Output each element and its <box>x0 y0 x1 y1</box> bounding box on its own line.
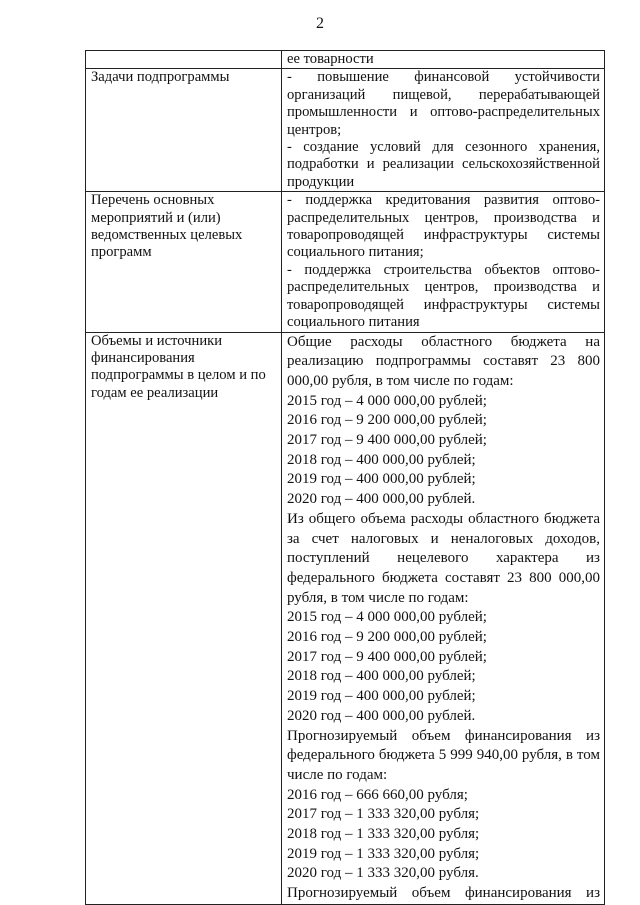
finance-years-2-item: 2016 год – 9 200 000,00 рублей; <box>287 629 487 646</box>
finance-years-1-item: 2016 год – 9 200 000,00 рублей; <box>287 412 487 429</box>
label-cell-measures <box>86 192 282 332</box>
finance-years-1-item: 2020 год – 400 000,00 рублей. <box>287 491 476 508</box>
tasks-label: Задачи подпрограммы <box>91 69 230 86</box>
tasks-item-1: - повышение финансовой устойчивости организаций пищевой, перерабатывающей промышленности и оптово-распределительных центров; <box>287 69 600 138</box>
finance-years-2-item: 2018 год – 400 000,00 рублей; <box>287 668 476 685</box>
finance-intro-4-word: из <box>586 885 600 902</box>
subprogram-passport-table <box>85 50 605 905</box>
finance-years-2-item: 2017 год – 9 400 000,00 рублей; <box>287 648 487 665</box>
page-number: 2 <box>316 15 324 32</box>
finance-intro-4-text <box>287 884 600 904</box>
finance-years-3-item: 2018 год – 1 333 320,00 рубля; <box>287 826 480 843</box>
finance-years-3-item: 2016 год – 666 660,00 рубля; <box>287 786 468 803</box>
content-cell-tasks <box>282 69 605 192</box>
finance-years-3-item: 2020 год – 1 333 320,00 рубля. <box>287 865 479 882</box>
finance-label: Объемы и источники финансирования подпрограммы в целом и по годам ее реализации <box>91 332 266 401</box>
finance-years-1-item: 2017 год – 9 400 000,00 рублей; <box>287 432 487 449</box>
finance-intro-1: Общие расходы областного бюджета на реализацию подпрограммы составят 23 800 000,00 рубля, в том числе по годам: <box>287 333 600 389</box>
label-cell-continuation <box>86 51 282 69</box>
finance-intro-4-word: объем <box>411 885 451 902</box>
content-cell-continuation <box>282 51 605 69</box>
finance-intro-4 <box>287 884 600 904</box>
table-row-measures <box>86 192 605 332</box>
finance-years-1-item: 2019 год – 400 000,00 рублей; <box>287 471 476 488</box>
table-row-tasks <box>86 69 605 192</box>
content-cell-finance <box>282 332 605 904</box>
label-cell-tasks <box>86 69 282 192</box>
tasks-item-2: - создание условий для сезонного хранения, подработки и реализации сельскохозяйственной продукции <box>287 139 600 190</box>
finance-intro-4-word: Прогнозируемый <box>287 885 398 902</box>
finance-years-2-item: 2019 год – 400 000,00 рублей; <box>287 688 476 705</box>
finance-years-3-item: 2017 год – 1 333 320,00 рубля; <box>287 806 480 823</box>
content-cell-measures <box>282 192 605 332</box>
finance-years-3-item: 2019 год – 1 333 320,00 рубля; <box>287 845 480 862</box>
table-row-finance <box>86 332 605 904</box>
measures-item-1: - поддержка кредитования развития оптово-распределительных центров, производства и товаропроводящей инфраструктуры системы социального питания; <box>287 192 600 261</box>
finance-years-1-item: 2015 год – 4 000 000,00 рублей; <box>287 392 487 409</box>
label-cell-finance <box>86 332 282 904</box>
finance-years-1-item: 2018 год – 400 000,00 рублей; <box>287 451 476 468</box>
finance-years-2-item: 2020 год – 400 000,00 рублей. <box>287 707 476 724</box>
continuation-text: ее товарности <box>287 51 374 67</box>
table-row-continuation <box>86 51 605 69</box>
finance-intro-3: Прогнозируемый объем финансирования из федерального бюджета 5 999 940,00 рубля, в том числе по годам: <box>287 727 600 783</box>
finance-intro-4-word: финансирования <box>464 885 572 902</box>
measures-label: Перечень основных мероприятий и (или) ведомственных целевых программ <box>91 192 243 261</box>
measures-item-2: - поддержка строительства объектов оптово-распределительных центров, производства и товаропроводящей инфраструктуры системы социального питания <box>287 261 600 331</box>
finance-years-2-item: 2015 год – 4 000 000,00 рублей; <box>287 609 487 626</box>
finance-intro-2: Из общего объема расходы областного бюджета за счет налоговых и неналоговых доходов, поступлений нецелевого характера из федерального бюджета составят 23 800 000,00 рубля, в том числе по годам: <box>287 510 600 606</box>
